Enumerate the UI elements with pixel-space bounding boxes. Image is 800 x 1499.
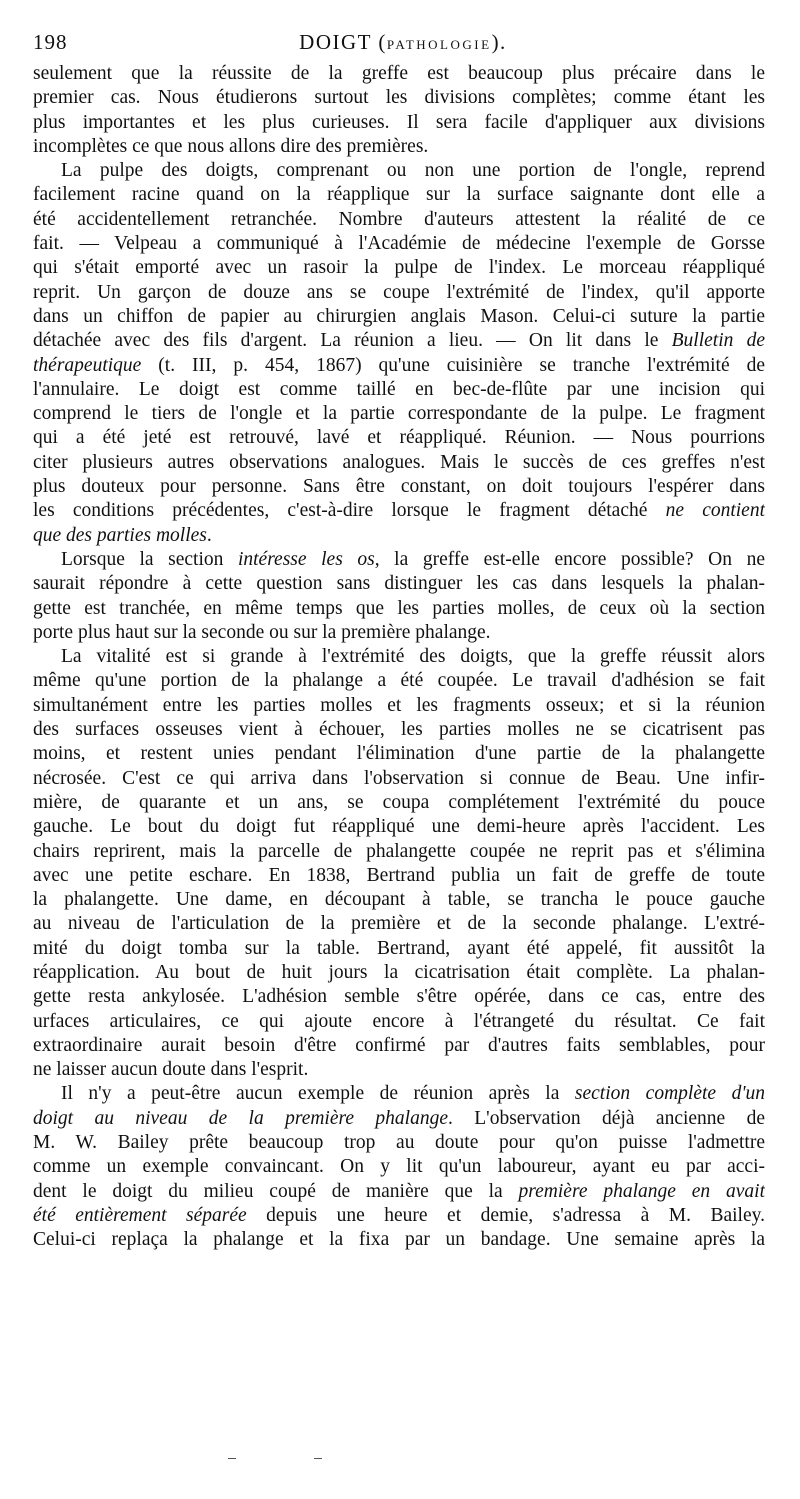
text-line: [33, 111, 765, 135]
italic-text: première phalange en avait: [518, 1180, 765, 1202]
footer-marks: [228, 1458, 328, 1468]
text-line: [33, 256, 765, 280]
italic-text: Bulletin de: [671, 330, 765, 352]
line-text: seulement que la réussite de la greffe est beaucoup plus précaire dans le: [33, 63, 765, 84]
line-text: incomplètes ce que nous allons dire des premières.: [33, 135, 429, 157]
line-text: les conditions précédentes, c'est-à-dire lorsque le fragment détaché: [33, 500, 666, 522]
line-text: La vitalité est si grande à l'extrémité des doigts, que la greffe réussit alors: [61, 646, 765, 668]
text-line: [33, 354, 765, 378]
line-text: .: [206, 524, 212, 546]
line-text: . L'observation déjà ancienne de: [448, 1107, 765, 1129]
text-line: [33, 1155, 765, 1179]
line-text: dans un chiffon de papier au chirurgien anglais Mason. Celui-ci suture la partie: [33, 305, 765, 327]
line-text: porte plus haut sur la seconde ou sur la première phalange.: [33, 621, 491, 643]
line-text: moins, et restent unies pendant l'élimination d'une partie de la phalangette: [33, 743, 765, 765]
italic-text: ne contient: [665, 500, 765, 522]
text-line: [33, 718, 765, 742]
text-line: [33, 451, 765, 475]
text-line: [33, 281, 765, 305]
line-text: qui s'était emporté avec un rasoir la pulpe de l'index. Le morceau réappliqué: [33, 257, 765, 279]
text-line: [33, 159, 765, 183]
line-text: comme un exemple convaincant. On y lit qu'un laboureur, ayant eu par acci-: [33, 1156, 765, 1178]
text-line: [33, 597, 765, 621]
text-line: [33, 985, 765, 1009]
line-text: avec une petite eschare. En 1838, Bertrand publia un fait de greffe de toute: [33, 864, 765, 886]
line-text: ne laisser aucun doute dans l'esprit.: [33, 1059, 309, 1081]
line-text: citer plusieurs autres observations analogues. Mais le succès de ces greffes n'est: [33, 451, 765, 473]
line-text: Lorsque la section: [61, 548, 238, 570]
text-line: [33, 426, 765, 450]
line-text: dent le doigt du milieu coupé de manière que la: [33, 1180, 519, 1202]
line-text: la phalangette. Une dame, en découpant à table, se trancha le pouce gauche: [33, 889, 765, 911]
line-text: au niveau de l'articulation de la première et de la seconde phalange. L'extré-: [33, 913, 765, 935]
line-text: M. W. Bailey prête beaucoup trop au doute pour qu'on puisse l'admettre: [33, 1132, 765, 1154]
body-text: [33, 62, 765, 1253]
line-text: détachée avec des fils d'argent. La réunion a lieu. — On lit dans le: [33, 330, 672, 352]
line-text: saurait répondre à cette question sans distinguer les cas dans lesquels la phalan-: [33, 573, 765, 595]
page-header: [33, 30, 773, 56]
line-text: chairs reprirent, mais la parcelle de phalangette coupée ne reprit pas et s'élimina: [33, 840, 765, 862]
italic-text: intéresse les os: [237, 548, 375, 570]
line-text: gette est tranchée, en même temps que les parties molles, de ceux où la section: [33, 597, 765, 619]
text-line: [33, 937, 765, 961]
line-text: premier cas. Nous étudierons surtout les divisions complètes; comme étant les: [33, 87, 765, 109]
running-title-subtitle: PATHOLOGIE: [386, 37, 492, 52]
line-text: facilement racine quand on la réapplique sur la surface saignante dont elle a: [33, 184, 765, 206]
footer-dash: [228, 1458, 236, 1459]
line-text: Celui-ci replaça la phalange et la fixa par un bandage. Une semaine après la: [33, 1229, 765, 1251]
text-line: [33, 961, 765, 985]
text-line: [33, 378, 765, 402]
line-text: même qu'une portion de la phalange a été coupée. Le travail d'adhésion se fait: [33, 670, 765, 692]
line-text: gauche. Le bout du doigt fut réappliqué une demi-heure après l'accident. Les: [33, 816, 765, 838]
text-line: [33, 1204, 765, 1228]
line-text: extraordinaire aurait besoin d'être confirmé par d'autres faits semblables, pour: [33, 1034, 765, 1056]
italic-text: que des parties molles: [33, 524, 207, 546]
text-line: [33, 305, 765, 329]
text-line: [33, 694, 765, 718]
line-text: fait. — Velpeau a communiqué à l'Académie de médecine l'exemple de Gorsse: [33, 233, 765, 255]
text-line: [33, 1131, 765, 1155]
italic-text: doigt au niveau de la première phalange: [33, 1107, 448, 1129]
text-line: [33, 1228, 765, 1252]
line-text: La pulpe des doigts, comprenant ou non une portion de l'ongle, reprend: [61, 160, 765, 182]
text-line: [33, 1034, 765, 1058]
line-text: gette resta ankylosée. L'adhésion semble s'être opérée, dans ce cas, entre des: [33, 986, 765, 1008]
text-line: [33, 548, 765, 572]
running-title-main: DOIGT (: [299, 30, 387, 54]
line-text: plus importantes et les plus curieuses. Il sera facile d'appliquer aux divisions: [33, 111, 765, 133]
line-text: comprend le tiers de l'ongle et la partie correspondante de la pulpe. Le fragment: [33, 403, 765, 425]
page-number: 198: [33, 30, 68, 54]
text-line: [33, 888, 765, 912]
line-text: simultanément entre les parties molles et les fragments osseux; et si la réunion: [33, 694, 765, 716]
line-text: mité du doigt tomba sur la table. Bertrand, ayant été appelé, fit aussitôt la: [33, 937, 765, 959]
text-line: [33, 86, 765, 110]
text-line: [33, 815, 765, 839]
text-line: [33, 1107, 765, 1131]
text-line: [33, 767, 765, 791]
text-line: [33, 524, 765, 548]
running-title: [33, 30, 773, 55]
text-line: [33, 208, 765, 232]
text-line: [33, 475, 765, 499]
text-line: [33, 742, 765, 766]
text-line: [33, 402, 765, 426]
line-text: réapplication. Au bout de huit jours la cicatrisation était complète. La phalan-: [33, 961, 765, 983]
text-line: [33, 912, 765, 936]
line-text: été accidentellement retranchée. Nombre d'auteurs attestent la réalité de ce: [33, 208, 765, 230]
text-line: [33, 135, 765, 159]
line-text: qui a été jeté est retrouvé, lavé et réappliqué. Réunion. — Nous pourrions: [33, 427, 765, 449]
text-line: [33, 499, 765, 523]
line-text: reprit. Un garçon de douze ans se coupe l'extrémité de l'index, qu'il apporte: [33, 281, 765, 303]
text-line: [33, 864, 765, 888]
text-line: [33, 1180, 765, 1204]
text-line: [33, 62, 765, 86]
line-text: Il n'y a peut-être aucun exemple de réunion après la: [61, 1083, 575, 1105]
line-text: urfaces articulaires, ce qui ajoute encore à l'étrangeté du résultat. Ce fait: [33, 1010, 765, 1032]
text-line: [33, 183, 765, 207]
running-title-end: ).: [491, 30, 507, 54]
text-line: [33, 1082, 765, 1106]
line-text: l'annulaire. Le doigt est comme taillé en bec-de-flûte par une incision qui: [33, 378, 765, 400]
footer-dash: [314, 1458, 322, 1459]
text-line: [33, 645, 765, 669]
text-line: [33, 329, 765, 353]
italic-text: section complète d'un: [574, 1083, 765, 1105]
text-line: [33, 621, 765, 645]
text-line: [33, 791, 765, 815]
italic-text: thérapeutique: [33, 354, 142, 376]
italic-text: été entièrement séparée: [33, 1204, 247, 1226]
text-line: [33, 840, 765, 864]
text-line: [33, 1010, 765, 1034]
line-text: mière, de quarante et un ans, se coupa complétement l'extrémité du pouce: [33, 791, 765, 813]
text-line: [33, 572, 765, 596]
text-line: [33, 1058, 765, 1082]
text-line: [33, 232, 765, 256]
text-line: [33, 669, 765, 693]
line-text: des surfaces osseuses vient à échouer, les parties molles ne se cicatrisent pas: [33, 719, 765, 741]
line-text: depuis une heure et demie, s'adressa à M. Bailey.: [246, 1204, 765, 1226]
line-text: , la greffe est-elle encore possible? On ne: [374, 548, 765, 570]
line-text: (t. III, p. 454, 1867) qu'une cuisinière se tranche l'extrémité de: [141, 354, 765, 376]
line-text: nécrosée. C'est ce qui arriva dans l'observation si connue de Beau. Une infir-: [33, 767, 765, 789]
line-text: plus douteux pour personne. Sans être constant, on doit toujours l'espérer dans: [33, 476, 765, 498]
